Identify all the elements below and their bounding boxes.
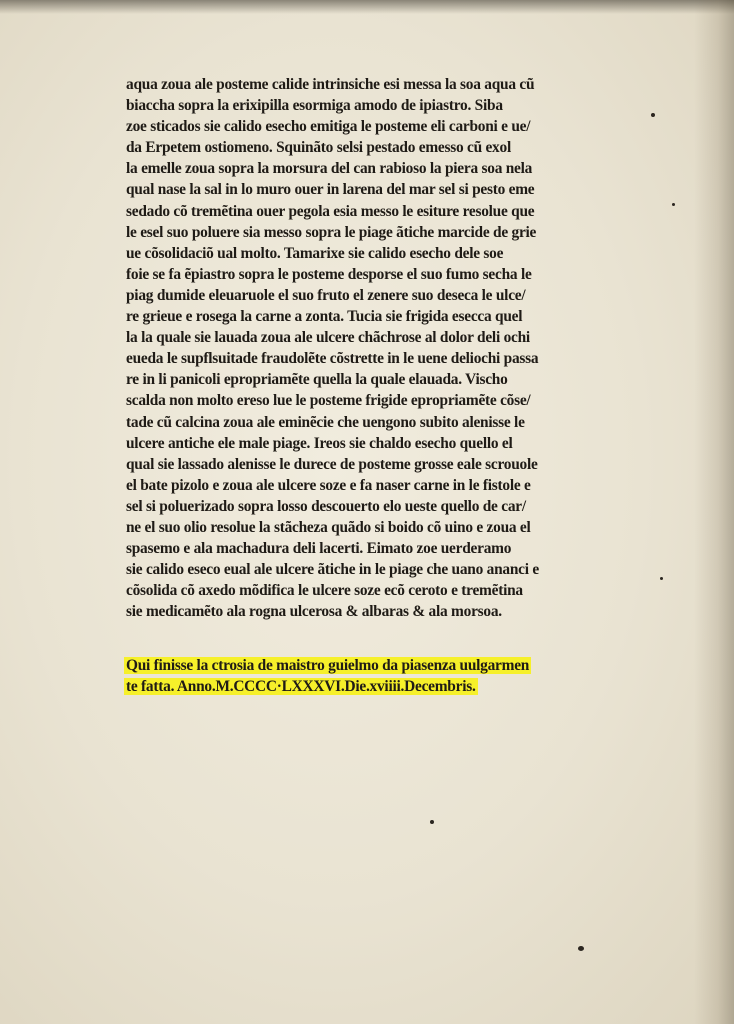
text-line: zoe sticados sie calido esecho emitiga le posteme eli carboni e ue/ <box>126 118 531 136</box>
text-line: cõsolida cõ axedo mõdifica le ulcere soze ecõ ceroto e tremẽtina <box>126 582 523 600</box>
text-line: sedado cõ tremẽtina ouer pegola esia messo le esiture resolue que <box>126 202 535 220</box>
highlighted-text: Qui finisse la ctrosia de maistro guielmo da piasenza uulgarmen <box>126 657 530 674</box>
text-line: foie se fa ẽpiastro sopra le posteme desporse el suo fumo secha le <box>126 265 532 283</box>
text-line: sie calido eseco eual ale ulcere ãtiche in le piage che uano ananci e <box>126 561 539 579</box>
text-line: da Erpetem ostiomeno. Squinãto selsi pestado emesso cũ exol <box>126 139 511 157</box>
highlighted-text: te fatta. Anno.M.CCCC·LXXXVI.Die.xviiii.Decembris. <box>126 678 476 695</box>
colophon-line <box>124 676 648 697</box>
ink-speck <box>578 946 584 951</box>
text-line: ue cõsolidaciõ ual molto. Tamarixe sie calido esecho dele soe <box>126 244 504 262</box>
text-line: tade cũ calcina zoua ale eminẽcie che uengono subito alenisse le <box>126 413 525 431</box>
body-text <box>126 74 646 622</box>
page-top-shadow <box>0 0 734 14</box>
text-line: la emelle zoua sopra la morsura del can rabioso la piera soa nela <box>126 160 533 178</box>
text-line: le esel suo poluere sia messo sopra le piage ãtiche marcide de grie <box>126 223 537 241</box>
text-line: el bate pizolo e zoua ale ulcere soze e fa naser carne in le fistole e <box>126 476 531 494</box>
text-line: eueda le supflsuitade fraudolẽte cõstrette in le uene deliochi passa <box>126 350 539 368</box>
text-line: re grieue e rosega la carne a zonta. Tucia sie frigida esecca quel <box>126 308 523 326</box>
text-line: biaccha sopra la erixipilla esormiga amodo de ipiastro. Siba <box>126 97 503 115</box>
ink-speck <box>430 820 434 824</box>
text-line: scalda non molto ereso lue le posteme frigide epropriamẽte cõse/ <box>126 392 531 410</box>
text-line: piag dumide eleuaruole el suo fruto el zenere suo deseca le ulce/ <box>126 286 526 304</box>
ink-speck <box>672 203 675 206</box>
ink-speck <box>660 577 663 580</box>
text-line: sel si poluerizado sopra losso descouerto elo ueste quello de car/ <box>126 497 526 515</box>
text-line: aqua zoua ale posteme calide intrinsiche esi messa la soa aqua cũ <box>126 76 535 93</box>
colophon-line <box>124 655 648 676</box>
page-right-edge <box>694 0 734 1024</box>
text-line: qual nase la sal in lo muro ouer in larena del mar sel si pesto eme <box>126 181 535 199</box>
text-line: sie medicamẽto ala rogna ulcerosa & albaras & ala morsoa. <box>126 603 502 621</box>
text-line: re in li panicoli epropriamẽte quella la quale elauada. Vischo <box>126 371 508 389</box>
text-line: qual sie lassado alenisse le durece de posteme grosse eale scrouole <box>126 455 538 473</box>
colophon <box>124 655 648 697</box>
ink-speck <box>651 113 655 117</box>
text-line: ne el suo olio resolue la stãcheza quãdo si boido cõ uino e zoua el <box>126 518 531 536</box>
text-line: spasemo e ala machadura deli lacerti. Eimato zoe uerderamo <box>126 540 512 558</box>
text-line: la la quale sie lauada zoua ale ulcere chãchrose al dolor deli ochi <box>126 329 530 347</box>
text-line: ulcere antiche ele male piage. Ireos sie chaldo esecho quello el <box>126 434 513 452</box>
